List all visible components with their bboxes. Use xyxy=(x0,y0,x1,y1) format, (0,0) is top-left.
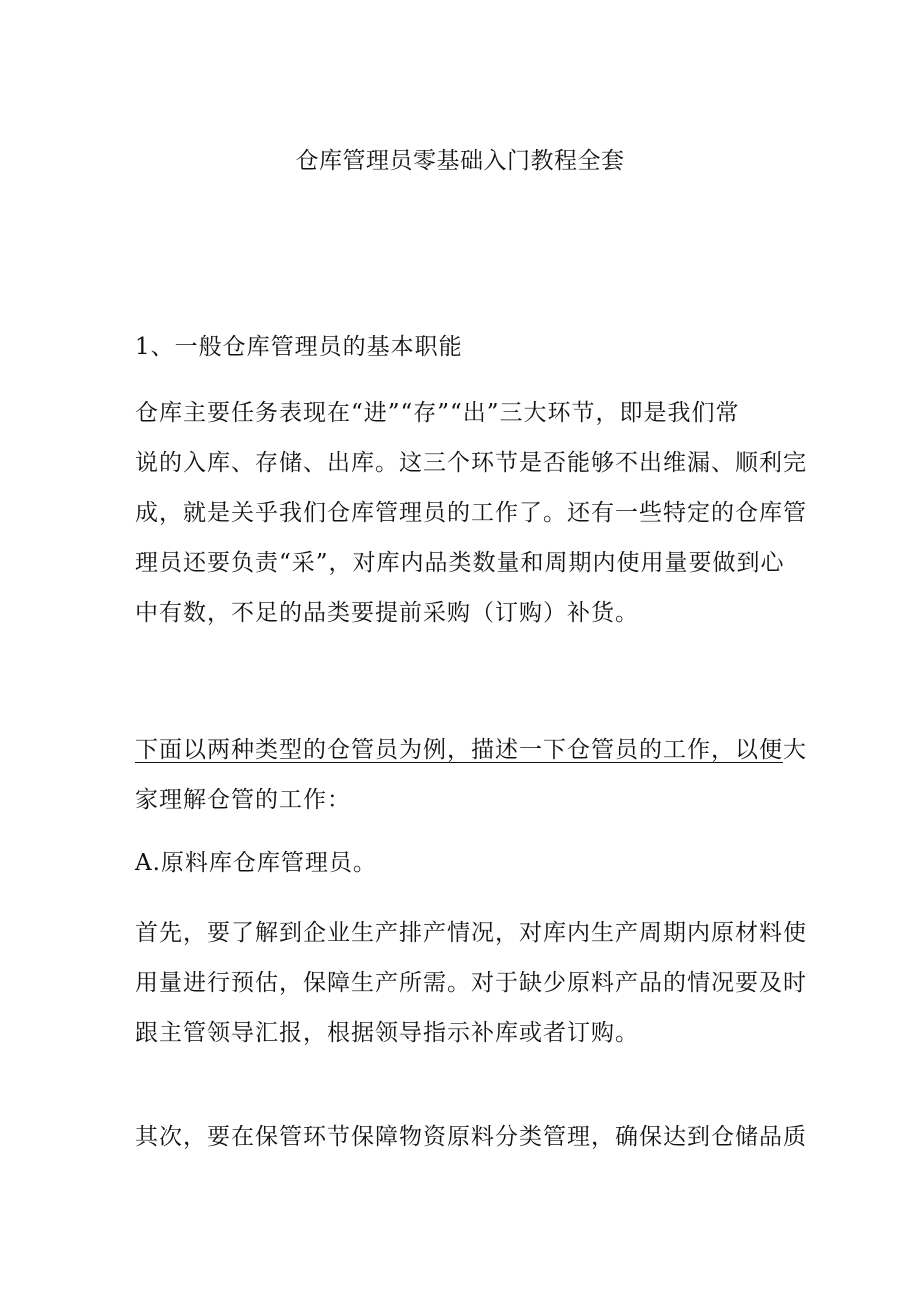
paragraph-line: 用量进行预估，保障生产所需。对于缺少原料产品的情况要及时 xyxy=(135,970,807,996)
section-a-heading xyxy=(135,838,791,888)
paragraph-line: 其次，要在保管环节保障物资原料分类管理，确保达到仓储品质 xyxy=(135,1124,807,1150)
section-heading-text: 1、一般仓库管理员的基本职能 xyxy=(135,334,463,360)
document-title: 仓库管理员零基础入门教程全套 xyxy=(295,148,625,174)
paragraph-line: 仓库主要任务表现在“进”“存”“出”三大环节，即是我们常 xyxy=(135,400,740,426)
paragraph-line: 理员还要负责“采”，对库内品类数量和周期内使用量要做到心 xyxy=(135,550,785,576)
section-1-paragraph xyxy=(135,388,807,638)
section-a-paragraph xyxy=(135,908,807,1058)
paragraph-line: 中有数，不足的品类要提前采购（订购）补货。 xyxy=(135,600,639,626)
paragraph-line: 说的入库、存储、出库。这三个环节是否能够不出维漏、顺利完 xyxy=(135,450,807,476)
intro-paragraph xyxy=(135,725,807,825)
intro-line-2: 家理解仓管的工作： xyxy=(135,787,351,813)
paragraph-line: 跟主管领导汇报，根据领导指示补库或者订购。 xyxy=(135,1020,639,1046)
underlined-text: 下面以两种类型的仓管员为例，描述一下仓管员的工作，以便 xyxy=(135,737,783,763)
section-a-next-paragraph xyxy=(135,1112,807,1162)
intro-line-tail: 大 xyxy=(783,737,807,763)
paragraph-line: 首先，要了解到企业生产排产情况，对库内生产周期内原材料使 xyxy=(135,920,807,946)
section-1-heading xyxy=(135,322,791,372)
paragraph-line: 成，就是关乎我们仓库管理员的工作了。还有一些特定的仓库管 xyxy=(135,500,807,526)
intro-line-1 xyxy=(135,725,807,775)
section-heading-text: A.原料库仓库管理员。 xyxy=(135,850,377,876)
